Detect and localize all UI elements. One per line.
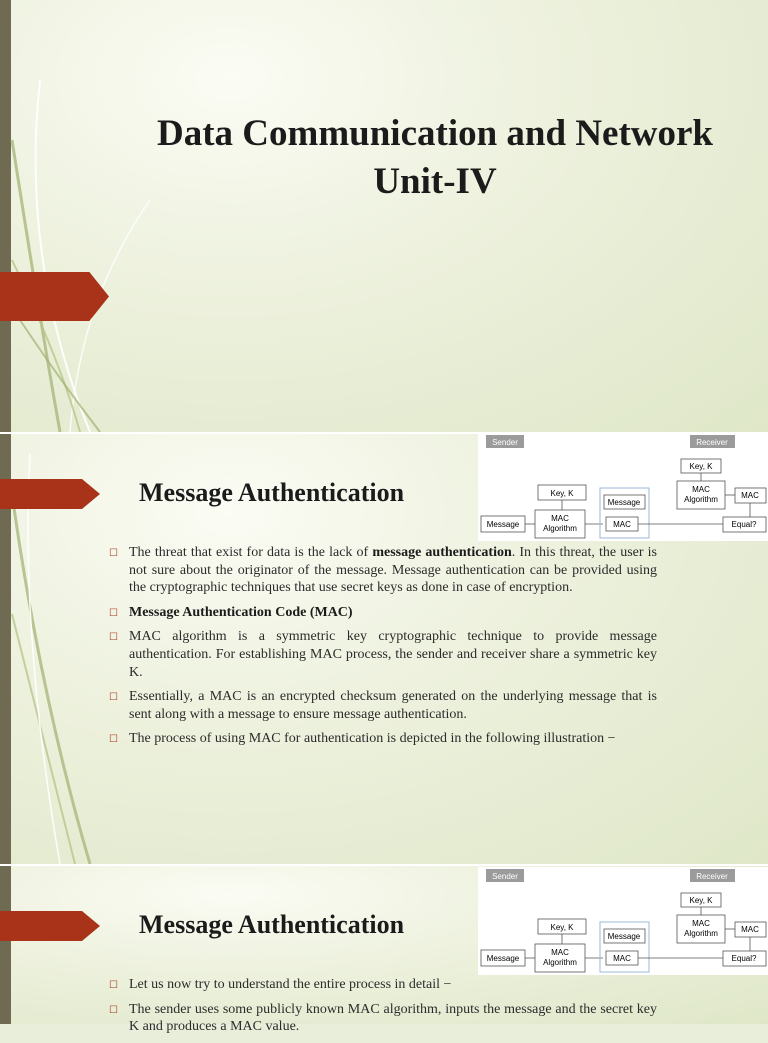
mac-diagram: [478, 433, 768, 541]
slide-heading: Message Authentication: [139, 478, 405, 507]
content-slide-2: [0, 866, 768, 1035]
bullet-marker-icon: ☐: [109, 1004, 118, 1016]
diagram-mac-alg-1: MAC: [551, 948, 569, 957]
diagram-mac-receiver: MAC: [741, 925, 759, 934]
diagram-message-input: Message: [486, 520, 520, 529]
diagram-receiver-label: Receiver: [696, 438, 728, 447]
accent-arrow: [0, 479, 100, 509]
diagram-mac-transmit: MAC: [613, 520, 631, 529]
diagram-mac-alg-r1: MAC: [692, 919, 710, 928]
bullet-marker-icon: ☐: [109, 632, 118, 644]
content-slide-1: [0, 434, 768, 864]
accent-arrow: [0, 272, 109, 321]
title-slide: [0, 0, 768, 432]
diagram-message-transmit: Message: [607, 498, 641, 507]
bullet-marker-icon: ☐: [109, 734, 118, 746]
diagram-mac-alg-2: Algorithm: [543, 958, 577, 967]
diagram-mac-alg-r1: MAC: [692, 485, 710, 494]
bullet-marker-icon: ☐: [109, 548, 118, 559]
diagram-mac-alg-r2: Algorithm: [684, 495, 718, 504]
slide-heading: Message Authentication: [139, 910, 405, 939]
bullet-list: [109, 544, 657, 755]
bullet-marker-icon: ☐: [109, 980, 118, 991]
diagram-sender-label: Sender: [492, 872, 518, 881]
bullet-item: ☐ Let us now try to understand the entire process in detail −: [109, 976, 657, 994]
left-bar: [0, 866, 11, 1024]
diagram-key-receiver: Key, K: [689, 896, 713, 905]
bullet-item: ☐ The threat that exist for data is the lack of message authentication. In this threat, the user is not sure about the originator of the message. Message authentication can be provided using the cryptographic techniques that use secret keys as done in case of encryption.: [109, 545, 657, 596]
diagram-message-transmit: Message: [607, 932, 641, 941]
diagram-receiver-label: Receiver: [696, 872, 728, 881]
diagram-key-sender: Key, K: [550, 923, 574, 932]
accent-arrow: [0, 911, 100, 941]
bullet-marker-icon: ☐: [109, 607, 118, 619]
bullet-item: ☐ MAC algorithm is a symmetric key cryptographic technique to provide message authentication. For establishing MAC process, the sender and receiver share a symmetric key K.: [109, 629, 657, 680]
diagram-key-receiver: Key, K: [689, 462, 713, 471]
bullet-list: [109, 976, 657, 1043]
diagram-mac-transmit: MAC: [613, 954, 631, 963]
mac-diagram: [478, 867, 768, 975]
diagram-message-input: Message: [486, 954, 520, 963]
bullet-marker-icon: ☐: [109, 692, 118, 704]
title-line-1: Data Communication and Network: [156, 113, 714, 154]
diagram-key-sender: Key, K: [550, 489, 574, 498]
diagram-mac-alg-r2: Algorithm: [684, 929, 718, 938]
bullet-item: ☐ Message Authentication Code (MAC): [109, 604, 657, 622]
bullet-item: ☐ The process of using MAC for authentication is depicted in the following illustration −: [109, 730, 657, 748]
bullet-item: ☐ Essentially, a MAC is an encrypted checksum generated on the underlying message that is sent along with a message to ensure message authentication.: [109, 689, 657, 722]
diagram-sender-label: Sender: [492, 438, 518, 447]
diagram-mac-receiver: MAC: [741, 491, 759, 500]
title-line-2: Unit-IV: [373, 161, 497, 202]
diagram-equal: Equal?: [731, 954, 757, 963]
diagram-mac-alg-2: Algorithm: [543, 524, 577, 533]
diagram-mac-alg-1: MAC: [551, 514, 569, 523]
slide-title: [110, 110, 760, 206]
swoosh-decoration: [0, 0, 260, 432]
bullet-item: ☐ The sender uses some publicly known MAC algorithm, inputs the message and the secret key K and produces a MAC value.: [109, 1001, 657, 1035]
diagram-equal: Equal?: [731, 520, 757, 529]
